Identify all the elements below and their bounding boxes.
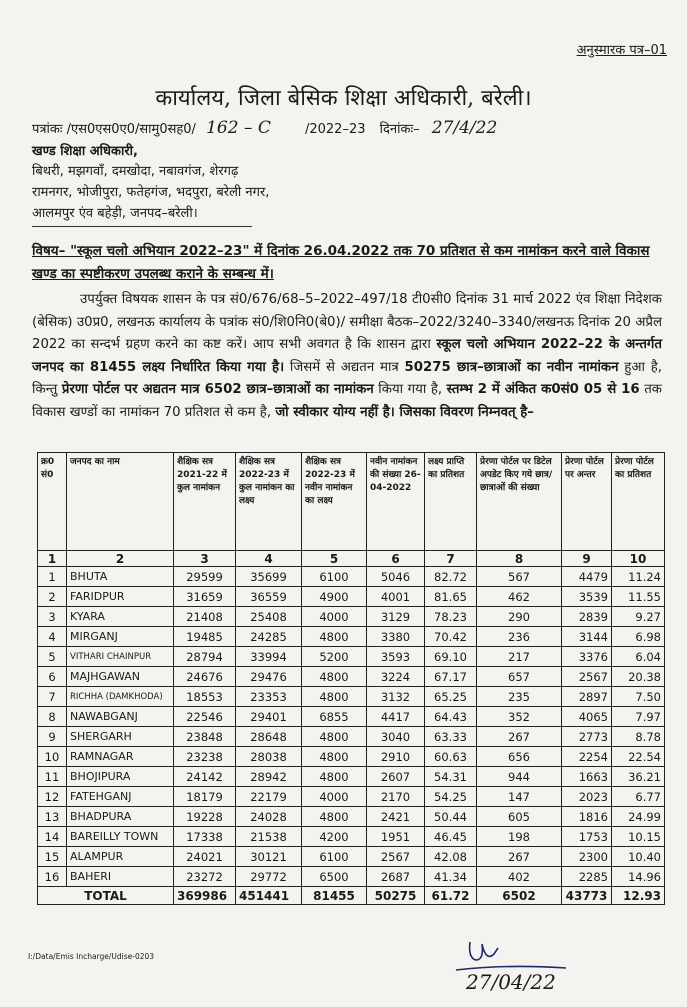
table-cell: 10 [38, 747, 67, 767]
table-cell: 7.97 [612, 707, 665, 727]
reference-line [32, 118, 497, 138]
body-paragraph [32, 289, 662, 425]
table-cell: 36559 [236, 587, 302, 607]
table-cell: 290 [477, 607, 562, 627]
table-cell: 81.65 [425, 587, 477, 607]
table-cell: 12 [38, 787, 67, 807]
table-cell: 6 [38, 667, 67, 687]
office-title: कार्यालय, जिला बेसिक शिक्षा अधिकारी, बरेली। [155, 86, 532, 111]
total-cell: 43773 [562, 887, 612, 905]
table-cell: 2897 [562, 687, 612, 707]
table-row [38, 747, 665, 767]
body-part-d: 50275 छात्र–छात्राओं का नवीन नामांकन [404, 359, 619, 375]
table-cell: 5200 [302, 647, 367, 667]
table-cell: 4800 [302, 807, 367, 827]
table-cell: 944 [477, 767, 562, 787]
table-cell: 25408 [236, 607, 302, 627]
table-cell: 9 [38, 727, 67, 747]
table-cell: 4800 [302, 667, 367, 687]
addressee-blocks-3: आलमपुर एंव बहेड़ी, जनपद–बरेली। [32, 206, 198, 221]
table-cell: 36.21 [612, 767, 665, 787]
body-part-j: जो स्वीकार योग्य नहीं है। जिसका विवरण निम्नवत् है– [275, 404, 534, 420]
table-cell: 4800 [302, 687, 367, 707]
total-cell: 50275 [367, 887, 425, 905]
table-cell: 567 [477, 567, 562, 587]
table-cell: 6500 [302, 867, 367, 887]
subject-line: विषय– "स्कूल चलो अभियान 2022–23" में दिनांक 26.04.2022 तक 70 प्रतिशत से कम नामांकन करने वाले विकास खण्ड का स्पष्टीकरण उपलब्ध कराने के सम्बन्ध में। [32, 243, 650, 282]
table-cell: 4065 [562, 707, 612, 727]
block-name-cell: MIRGANJ [67, 627, 174, 647]
table-cell: 1951 [367, 827, 425, 847]
table-cell: 10.40 [612, 847, 665, 867]
header-serial: क्र0 सं0 [38, 453, 67, 551]
total-cell: 6502 [477, 887, 562, 905]
body-part-b: स्कूल चलो अभियान 2022–22 के अन्तर्गत जनपद का 81455 लक्ष्य निर्धारित किया गया है। [32, 337, 662, 375]
body-part-f: प्रेरणा पोर्टल पर अद्यतन मात्र 6502 छात्र–छात्राओं का नामांकन [61, 382, 374, 398]
table-cell: 4200 [302, 827, 367, 847]
table-cell: 69.10 [425, 647, 477, 667]
total-cell: 451441 [236, 887, 302, 905]
table-cell: 28038 [236, 747, 302, 767]
table-cell: 17338 [174, 827, 236, 847]
header-new-target-2022: शैक्षिक सत्र 2022-23 में नवीन नामांकन का लक्ष्य [302, 453, 367, 551]
table-cell: 3593 [367, 647, 425, 667]
table-cell: 462 [477, 587, 562, 607]
table-cell: 2910 [367, 747, 425, 767]
column-number: 3 [174, 551, 236, 567]
table-cell: 3144 [562, 627, 612, 647]
table-cell: 4900 [302, 587, 367, 607]
table-cell: 65.25 [425, 687, 477, 707]
table-cell: 2839 [562, 607, 612, 627]
table-cell: 11 [38, 767, 67, 787]
date-label: दिनांकः– [379, 122, 420, 137]
header-achievement-percent: लक्ष्य प्राप्ति का प्रतिशत [425, 453, 477, 551]
table-cell: 2023 [562, 787, 612, 807]
table-cell: 82.72 [425, 567, 477, 587]
table-cell: 657 [477, 667, 562, 687]
body-part-c: जिसमें से अद्यतन मात्र [284, 359, 405, 375]
table-cell: 4000 [302, 607, 367, 627]
header-new-enrollment: नवीन नामांकन की संख्या 26-04-2022 [367, 453, 425, 551]
table-cell: 10.15 [612, 827, 665, 847]
column-number: 9 [562, 551, 612, 567]
block-name-cell: RAMNAGAR [67, 747, 174, 767]
table-cell: 4001 [367, 587, 425, 607]
table-cell: 23848 [174, 727, 236, 747]
table-row [38, 827, 665, 847]
block-name-cell: VITHARI CHAINPUR [67, 647, 174, 667]
table-cell: 3132 [367, 687, 425, 707]
table-cell: 15 [38, 847, 67, 867]
column-number: 4 [236, 551, 302, 567]
table-cell: 2567 [562, 667, 612, 687]
table-cell: 20.38 [612, 667, 665, 687]
column-number: 5 [302, 551, 367, 567]
total-cell: 369986 [174, 887, 236, 905]
column-number-row [38, 551, 665, 567]
table-cell: 6.98 [612, 627, 665, 647]
table-row [38, 707, 665, 727]
table-cell: 4 [38, 627, 67, 647]
table-cell: 4000 [302, 787, 367, 807]
table-cell: 21408 [174, 607, 236, 627]
table-cell: 4417 [367, 707, 425, 727]
table-cell: 54.25 [425, 787, 477, 807]
table-cell: 235 [477, 687, 562, 707]
table-cell: 5046 [367, 567, 425, 587]
table-cell: 4800 [302, 727, 367, 747]
table-cell: 19228 [174, 807, 236, 827]
handwritten-date: 27/4/22 [431, 118, 498, 138]
table-cell: 402 [477, 867, 562, 887]
table-cell: 54.31 [425, 767, 477, 787]
table-row [38, 767, 665, 787]
table-cell: 24021 [174, 847, 236, 867]
ref-prefix: पत्रांकः /एस0एस0ए0/सामु0सह0/ [32, 122, 196, 137]
table-cell: 35699 [236, 567, 302, 587]
table-cell: 3224 [367, 667, 425, 687]
table-row [38, 567, 665, 587]
table-cell: 2421 [367, 807, 425, 827]
table-cell: 8 [38, 707, 67, 727]
table-cell: 24142 [174, 767, 236, 787]
table-cell: 46.45 [425, 827, 477, 847]
table-cell: 28942 [236, 767, 302, 787]
addressee-blocks-2: रामनगर, भोजीपुरा, फतेहगंज, भदपुरा, बरेली नगर, [32, 185, 270, 200]
table-cell: 2 [38, 587, 67, 607]
body-part-e: हुआ है, किन्तु [32, 359, 662, 398]
table-cell: 2773 [562, 727, 612, 747]
table-cell: 24.99 [612, 807, 665, 827]
table-cell: 2607 [367, 767, 425, 787]
table-cell: 6100 [302, 567, 367, 587]
reminder-letter-number: अनुस्मारक पत्र–01 [576, 43, 667, 58]
table-cell: 3376 [562, 647, 612, 667]
table-cell: 24028 [236, 807, 302, 827]
block-name-cell: BHADPURA [67, 807, 174, 827]
table-cell: 4800 [302, 747, 367, 767]
table-cell: 2687 [367, 867, 425, 887]
block-name-cell: FARIDPUR [67, 587, 174, 607]
body-part-h: स्तम्भ 2 में अंकित क0सं0 05 से 16 [446, 382, 640, 398]
body-part-i: तक विकास खण्डों का नामांकन 70 प्रतिशत से कम है, [32, 382, 662, 420]
signature-date: 27/04/22 [466, 970, 556, 994]
table-header-row [38, 453, 665, 551]
table-cell: 41.34 [425, 867, 477, 887]
table-cell: 23238 [174, 747, 236, 767]
table-cell: 1753 [562, 827, 612, 847]
table-row [38, 627, 665, 647]
table-cell: 8.78 [612, 727, 665, 747]
table-cell: 267 [477, 727, 562, 747]
table-cell: 3380 [367, 627, 425, 647]
table-cell: 656 [477, 747, 562, 767]
table-cell: 24285 [236, 627, 302, 647]
table-cell: 2567 [367, 847, 425, 867]
block-name-cell: MAJHGAWAN [67, 667, 174, 687]
header-total-enrollment-2021: शैक्षिक सत्र 2021-22 में कुल नामांकन [174, 453, 236, 551]
table-row [38, 607, 665, 627]
table-cell: 29476 [236, 667, 302, 687]
table-row [38, 807, 665, 827]
column-number: 8 [477, 551, 562, 567]
addressee-title: खण्ड शिक्षा अधिकारी, [32, 144, 138, 159]
column-number: 7 [425, 551, 477, 567]
block-name-cell: BHOJIPURA [67, 767, 174, 787]
table-cell: 33994 [236, 647, 302, 667]
table-cell: 11.55 [612, 587, 665, 607]
table-row [38, 867, 665, 887]
table-cell: 60.63 [425, 747, 477, 767]
table-cell: 31659 [174, 587, 236, 607]
column-number: 10 [612, 551, 665, 567]
table-body [38, 567, 665, 887]
table-cell: 267 [477, 847, 562, 867]
table-cell: 30121 [236, 847, 302, 867]
table-cell: 198 [477, 827, 562, 847]
table-cell: 2285 [562, 867, 612, 887]
table-cell: 19485 [174, 627, 236, 647]
table-cell: 1 [38, 567, 67, 587]
total-cell: 81455 [302, 887, 367, 905]
header-target-2022: शैक्षिक सत्र 2022-23 में कुल नामांकन का लक्ष्य [236, 453, 302, 551]
table-row [38, 647, 665, 667]
file-path-footer: I:/Data/Emis Incharge/Udise-0203 [28, 952, 155, 961]
block-name-cell: BAREILLY TOWN [67, 827, 174, 847]
table-cell: 50.44 [425, 807, 477, 827]
column-number: 6 [367, 551, 425, 567]
table-cell: 24676 [174, 667, 236, 687]
table-cell: 3539 [562, 587, 612, 607]
table-cell: 605 [477, 807, 562, 827]
table-cell: 3 [38, 607, 67, 627]
table-cell: 23272 [174, 867, 236, 887]
table-cell: 28648 [236, 727, 302, 747]
header-prerna-updated: प्रेरणा पोर्टल पर डिटेल अपडेट किए गये छात्र/छात्राओं की संख्या [477, 453, 562, 551]
table-cell: 7 [38, 687, 67, 707]
block-name-cell: FATEHGANJ [67, 787, 174, 807]
table-cell: 14.96 [612, 867, 665, 887]
block-name-cell: KYARA [67, 607, 174, 627]
table-cell: 18553 [174, 687, 236, 707]
total-cell: 12.93 [612, 887, 665, 905]
table-cell: 29599 [174, 567, 236, 587]
total-cell: 61.72 [425, 887, 477, 905]
table-cell: 64.43 [425, 707, 477, 727]
table-cell: 2170 [367, 787, 425, 807]
separator-line [32, 226, 252, 227]
body-part-a: उपर्युक्त विषयक शासन के पत्र सं0/676/68–5–2022–497/18 टी0सी0 दिनांक 31 मार्च 2022 एंव शिक्षा निदेशक (बेसिक) उ0प्र0, लखनऊ कार्यालय के पत्रांक सं0/शि0नि0(बे0)/ समीक्षा बैठक–2022/3240–3340/लखनऊ दिनांक 20 अप्रैल 2022 का सन्दर्भ ग्रहण करने का कष्ट करें। आप सभी अवगत है कि शासन द्वारा [32, 292, 662, 353]
column-number: 2 [67, 551, 174, 567]
table-cell: 1663 [562, 767, 612, 787]
table-cell: 2300 [562, 847, 612, 867]
table-cell: 5 [38, 647, 67, 667]
table-cell: 67.17 [425, 667, 477, 687]
table-row [38, 687, 665, 707]
block-name-cell: BAHERI [67, 867, 174, 887]
table-cell: 14 [38, 827, 67, 847]
table-row [38, 847, 665, 867]
table-cell: 22.54 [612, 747, 665, 767]
table-cell: 6.04 [612, 647, 665, 667]
table-cell: 42.08 [425, 847, 477, 867]
enrollment-table [37, 452, 665, 905]
body-part-g: किया गया है, [373, 382, 447, 398]
header-prerna-percent: प्रेरणा पोर्टल का प्रतिशत [612, 453, 665, 551]
table-cell: 13 [38, 807, 67, 827]
total-label: TOTAL [38, 887, 174, 905]
table-cell: 4479 [562, 567, 612, 587]
table-cell: 3040 [367, 727, 425, 747]
table-cell: 21538 [236, 827, 302, 847]
header-prerna-difference: प्रेरणा पोर्टल पर अन्तर [562, 453, 612, 551]
table-cell: 70.42 [425, 627, 477, 647]
block-name-cell: RICHHA (DAMKHODA) [67, 687, 174, 707]
table-cell: 236 [477, 627, 562, 647]
table-cell: 23353 [236, 687, 302, 707]
table-cell: 6855 [302, 707, 367, 727]
table-cell: 352 [477, 707, 562, 727]
table-row [38, 787, 665, 807]
table-cell: 28794 [174, 647, 236, 667]
table-row [38, 727, 665, 747]
table-cell: 2254 [562, 747, 612, 767]
table-cell: 9.27 [612, 607, 665, 627]
table-cell: 4800 [302, 767, 367, 787]
table-cell: 16 [38, 867, 67, 887]
table-cell: 29401 [236, 707, 302, 727]
table-cell: 1816 [562, 807, 612, 827]
table-cell: 22179 [236, 787, 302, 807]
table-cell: 147 [477, 787, 562, 807]
header-block-name: जनपद का नाम [67, 453, 174, 551]
addressee-blocks-1: बिथरी, मझगवाँ, दमखोदा, नबावगंज, शेरगढ़ [32, 164, 239, 179]
block-name-cell: BHUTA [67, 567, 174, 587]
table-cell: 29772 [236, 867, 302, 887]
block-name-cell: ALAMPUR [67, 847, 174, 867]
ref-year: /2022–23 [304, 122, 366, 137]
table-row [38, 587, 665, 607]
table-cell: 6.77 [612, 787, 665, 807]
block-name-cell: NAWABGANJ [67, 707, 174, 727]
total-row [38, 887, 665, 905]
ref-handwritten-number: 162 – C [206, 118, 271, 138]
table-cell: 7.50 [612, 687, 665, 707]
block-name-cell: SHERGARH [67, 727, 174, 747]
column-number: 1 [38, 551, 67, 567]
table-cell: 6100 [302, 847, 367, 867]
table-cell: 11.24 [612, 567, 665, 587]
table-cell: 22546 [174, 707, 236, 727]
table-cell: 18179 [174, 787, 236, 807]
table-cell: 78.23 [425, 607, 477, 627]
table-cell: 3129 [367, 607, 425, 627]
table-cell: 217 [477, 647, 562, 667]
table-cell: 4800 [302, 627, 367, 647]
table-row [38, 667, 665, 687]
table-cell: 63.33 [425, 727, 477, 747]
